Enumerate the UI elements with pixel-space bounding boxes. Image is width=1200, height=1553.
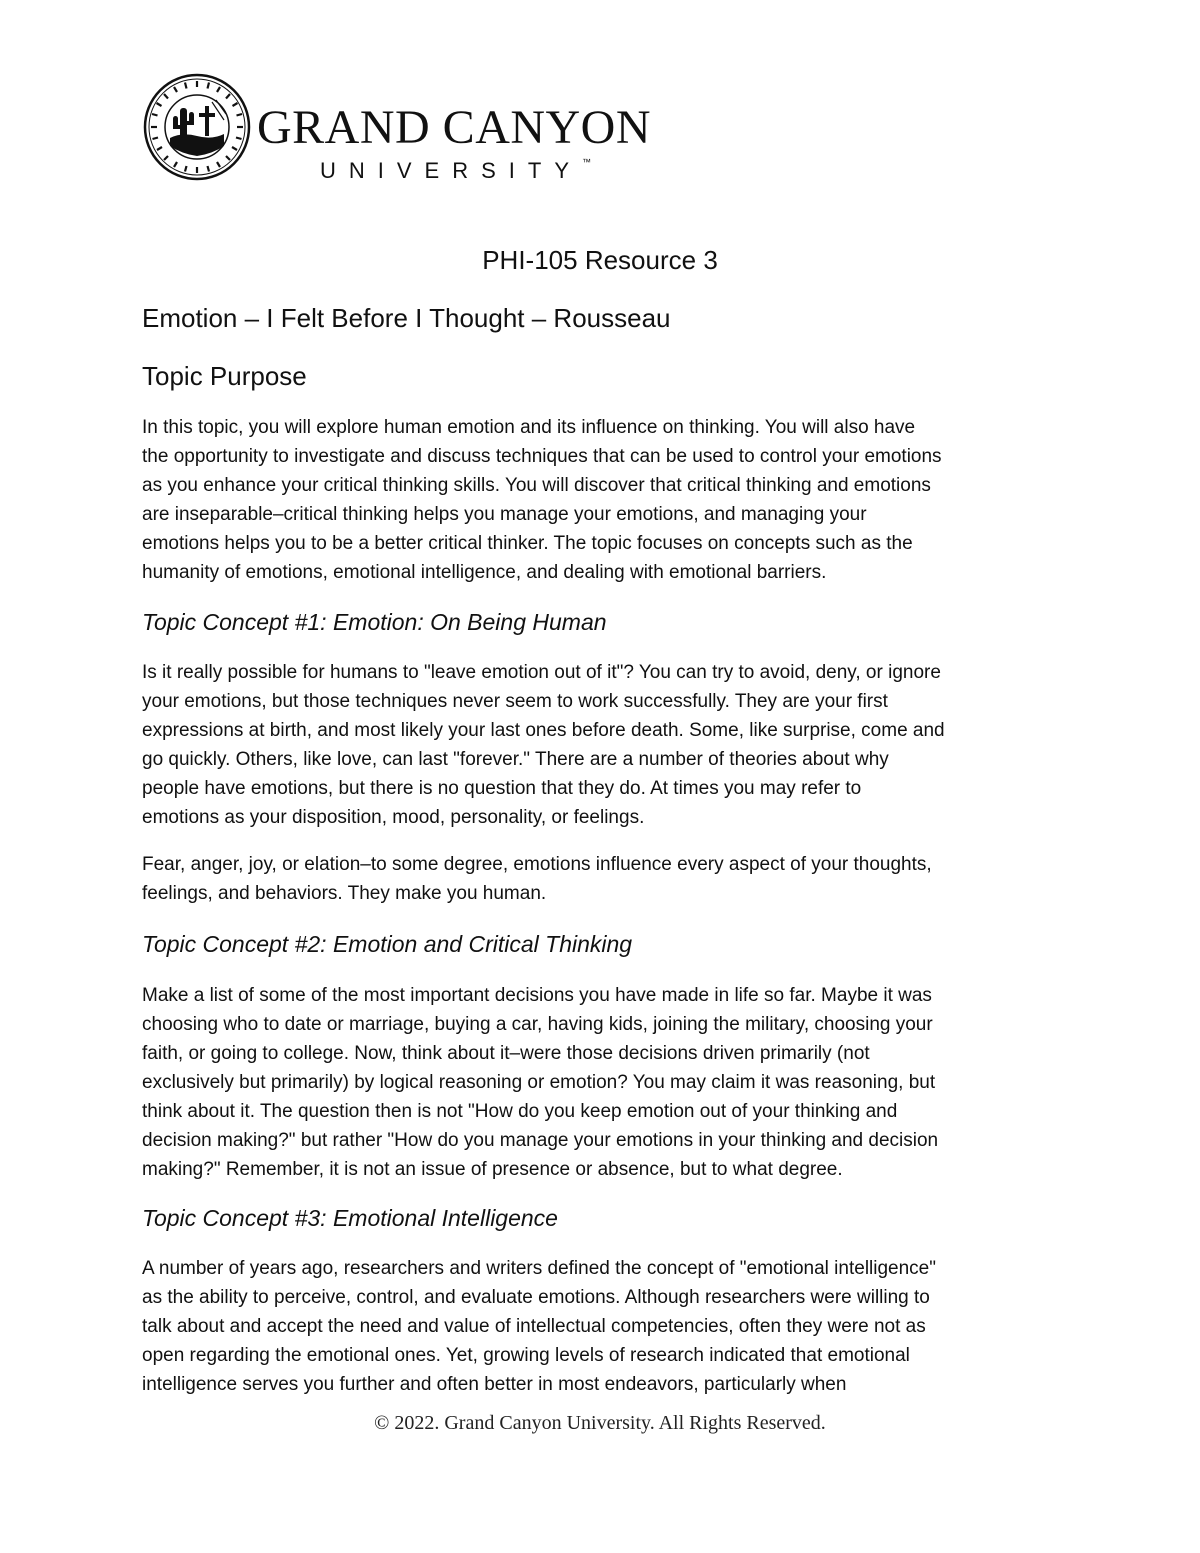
topic-purpose-paragraph bbox=[142, 413, 942, 587]
wordmark-university bbox=[320, 157, 592, 183]
document-subtitle: Emotion – I Felt Before I Thought – Rousseau bbox=[142, 303, 671, 333]
paragraph-line: as the ability to perceive, control, and evaluate emotions. Although researchers were willing to bbox=[142, 1287, 930, 1308]
document-title: PHI-105 Resource 3 bbox=[482, 245, 718, 275]
paragraph-line: people have emotions, but there is no question that they do. At times you may refer to bbox=[142, 778, 862, 799]
topic-concept-2-heading: Topic Concept #2: Emotion and Critical Thinking bbox=[142, 931, 633, 957]
paragraph-line: go quickly. Others, like love, can last "forever." There are a number of theories about why bbox=[142, 749, 889, 770]
paragraph-line: intelligence serves you further and often better in most endeavors, particularly when bbox=[142, 1374, 847, 1395]
paragraph-line: decision making?" but rather "How do you manage your emotions in your thinking and decision bbox=[142, 1130, 939, 1151]
topic-concept-2-paragraph bbox=[142, 981, 938, 1184]
paragraph-line: talk about and accept the need and value of intellectual competencies, often they were not as bbox=[142, 1316, 926, 1337]
paragraph-line: the opportunity to investigate and discuss techniques that can be used to control your emotions bbox=[142, 446, 942, 467]
paragraph-line: faith, or going to college. Now, think about it–were those decisions driven primarily (not bbox=[142, 1043, 870, 1064]
paragraph-line: humanity of emotions, emotional intelligence, and dealing with emotional barriers. bbox=[142, 562, 827, 583]
topic-purpose-heading: Topic Purpose bbox=[142, 361, 307, 391]
paragraph-line: making?" Remember, it is not an issue of presence or absence, but to what degree. bbox=[142, 1159, 843, 1180]
topic-concept-1-paragraph-1 bbox=[142, 658, 945, 832]
paragraph-line: expressions at birth, and most likely your last ones before death. Some, like surprise, come and bbox=[142, 720, 945, 741]
paragraph-line: In this topic, you will explore human emotion and its influence on thinking. You will also have bbox=[142, 417, 916, 438]
paragraph-line: open regarding the emotional ones. Yet, growing levels of research indicated that emotional bbox=[142, 1345, 910, 1366]
trademark-symbol: ™ bbox=[582, 157, 592, 167]
paragraph-line: think about it. The question then is not "How do you keep emotion out of your thinking and bbox=[142, 1101, 898, 1122]
topic-concept-3-heading: Topic Concept #3: Emotional Intelligence bbox=[142, 1205, 558, 1231]
paragraph-line: emotions helps you to be a better critical thinker. The topic focuses on concepts such as the bbox=[142, 533, 913, 554]
paragraph-line: Fear, anger, joy, or elation–to some degree, emotions influence every aspect of your thoughts, bbox=[142, 854, 932, 875]
topic-concept-1-paragraph-2 bbox=[142, 850, 932, 908]
paragraph-line: feelings, and behaviors. They make you human. bbox=[142, 883, 547, 904]
paragraph-line: are inseparable–critical thinking helps you manage your emotions, and managing your bbox=[142, 504, 867, 525]
paragraph-line: choosing who to date or marriage, buying a car, having kids, joining the military, choosing your bbox=[142, 1014, 933, 1035]
copyright-footer: © 2022. Grand Canyon University. All Rights Reserved. bbox=[374, 1412, 826, 1434]
paragraph-line: Make a list of some of the most important decisions you have made in life so far. Maybe it was bbox=[142, 985, 932, 1006]
university-seal-icon bbox=[142, 72, 252, 182]
wordmark-university-text: UNIVERSITY bbox=[320, 158, 583, 183]
paragraph-line: A number of years ago, researchers and writers defined the concept of "emotional intelligence" bbox=[142, 1258, 936, 1279]
topic-concept-3-paragraph bbox=[142, 1254, 936, 1399]
paragraph-line: as you enhance your critical thinking skills. You will discover that critical thinking and emotions bbox=[142, 475, 931, 496]
university-logo bbox=[142, 72, 652, 184]
paragraph-line: your emotions, but those techniques never seem to work successfully. They are your first bbox=[142, 691, 888, 712]
wordmark-grand-canyon: GRAND CANYON bbox=[257, 101, 652, 154]
paragraph-line: emotions as your disposition, mood, personality, or feelings. bbox=[142, 807, 645, 828]
paragraph-line: exclusively but primarily) by logical reasoning or emotion? You may claim it was reasoning, but bbox=[142, 1072, 936, 1093]
topic-concept-1-heading: Topic Concept #1: Emotion: On Being Human bbox=[142, 609, 607, 635]
paragraph-line: Is it really possible for humans to "leave emotion out of it"? You can try to avoid, deny, or ignore bbox=[142, 662, 941, 683]
